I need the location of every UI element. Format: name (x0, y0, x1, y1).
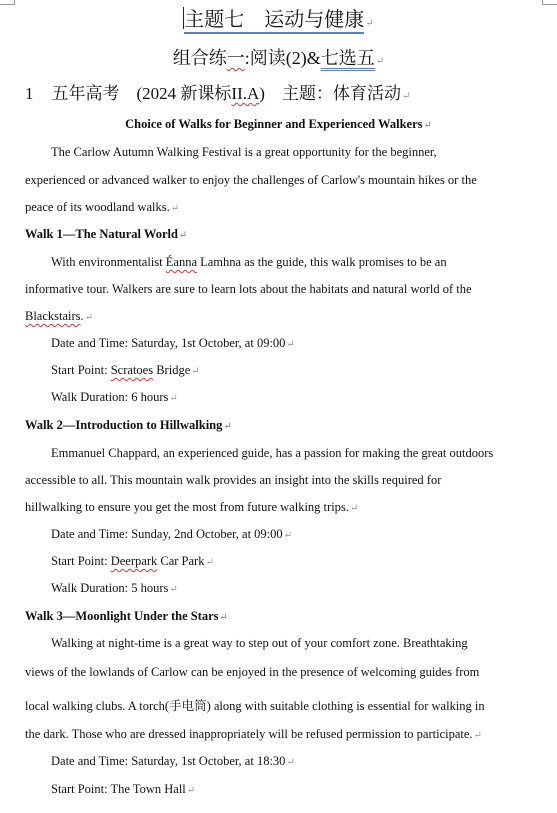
paragraph-mark: ↵ (286, 757, 295, 768)
subtitle-underlined: 一 (226, 48, 245, 68)
walk3-line-1: Walking at night-time is a great way to step out of your comfort zone. Breathtaking (51, 636, 468, 650)
paragraph-mark: ↵ (84, 312, 94, 323)
walk1-duration-text: Walk Duration: 6 hours (51, 390, 169, 404)
walk3-line4-text: the dark. Those who are dressed inappropriately will be refused permission to participate. (25, 727, 473, 741)
section-subtitle (0, 45, 557, 75)
walk1-line3-word: Blackstairs (25, 309, 81, 323)
walk1-start-word: Scratoes (110, 363, 154, 377)
walk2-line-3 (25, 500, 358, 515)
unit-title-text: 主题七 运动与健康 (184, 9, 364, 34)
subtitle-post: 七选五 (321, 48, 375, 71)
paragraph-mark: ↵ (473, 730, 482, 741)
paragraph-mark: ↵ (169, 393, 178, 404)
paragraph-mark: ↵ (191, 366, 200, 377)
walk1-start-post: Bridge (153, 363, 191, 377)
item-source-end: ) 主题：体育活动 (259, 84, 401, 103)
walk2-start-pre: Start Point: (51, 554, 111, 568)
walk3-heading-text: Walk 3—Moonlight Under the Stars (25, 609, 219, 623)
walk1-line3-end: . (80, 309, 84, 323)
walk2-date (51, 527, 292, 542)
walk3-line-3: local walking clubs. A torch(手电筒) along with suitable clothing is essential for walking in (25, 699, 485, 713)
walk1-line-3 (25, 309, 93, 324)
subtitle-pre: 组合练 (172, 48, 227, 68)
paragraph-mark: ↵ (186, 785, 196, 796)
item-heading (25, 82, 410, 109)
walk3-line-2: views of the lowlands of Carlow can be enjoyed in the presence of welcoming guides from (25, 665, 480, 679)
walk2-line3-text: hillwalking to ensure you get the most from future walking trips. (25, 500, 349, 514)
walk3-date-text: Date and Time: Saturday, 1st October, at 18:30 (51, 754, 286, 768)
walk2-start (51, 554, 214, 569)
paragraph-mark: ↵ (219, 612, 228, 623)
walk1-line1-name: Éanna (165, 255, 197, 269)
article-title (0, 117, 557, 132)
paragraph-mark: ↵ (401, 91, 411, 102)
intro-line-3 (25, 200, 179, 215)
walk1-line-2: informative tour. Walkers are sure to learn lots about the habitats and natural world of the (25, 282, 472, 296)
intro-line-2: experienced or advanced walker to enjoy the challenges of Carlow's mountain hikes or the (25, 173, 477, 187)
paragraph-mark: ↵ (375, 56, 385, 67)
walk1-date (51, 336, 295, 351)
walk1-line1-pre: With environmentalist (51, 255, 166, 269)
walk2-duration-text: Walk Duration: 5 hours (51, 581, 169, 595)
subtitle-mid: :阅读(2)& (244, 48, 321, 68)
paragraph-mark: ↵ (169, 584, 178, 595)
walk3-start-text: Start Point: The Town Hall (51, 782, 186, 796)
paragraph-mark: ↵ (365, 18, 374, 29)
walk2-line-2: accessible to all. This mountain walk provides an insight into the skills required for (25, 473, 442, 487)
paragraph-mark: ↵ (178, 230, 188, 241)
page-corner-mark-right (542, 0, 557, 5)
walk1-start (51, 363, 200, 378)
paragraph-mark: ↵ (170, 203, 180, 214)
walk2-line-1: Emmanuel Chappard, an experienced guide, has a passion for making the great outdoors (51, 446, 494, 460)
article-title-text: Choice of Walks for Beginner and Experienced Walkers (125, 117, 423, 131)
paragraph-mark: ↵ (283, 530, 293, 541)
paragraph-mark: ↵ (349, 503, 359, 514)
walk2-start-word: Deerpark (110, 554, 158, 568)
item-source: 五年高考 (2024 新课标 (51, 84, 232, 103)
walk1-line-1 (51, 255, 447, 270)
walk1-line1-post: Lamhna as the guide, this walk promises to be an (197, 255, 447, 269)
walk1-heading-text: Walk 1—The Natural World (25, 227, 178, 241)
item-source-code: II.A (231, 84, 260, 103)
walk2-date-text: Date and Time: Sunday, 2nd October, at 09:00 (51, 527, 283, 541)
walk3-heading (25, 609, 228, 624)
intro-line-1: The Carlow Autumn Walking Festival is a great opportunity for the beginner, (51, 145, 437, 159)
intro-line-3-text: peace of its woodland walks. (25, 200, 170, 214)
walk1-heading (25, 227, 187, 242)
paragraph-mark: ↵ (286, 339, 295, 350)
walk1-date-text: Date and Time: Saturday, 1st October, at 09:00 (51, 336, 286, 350)
walk2-duration (51, 581, 178, 596)
paragraph-mark: ↵ (223, 421, 232, 432)
walk3-start (51, 782, 195, 797)
item-number: 1 (25, 84, 34, 103)
walk2-heading (25, 418, 232, 433)
walk1-duration (51, 390, 178, 405)
walk2-heading-text: Walk 2—Introduction to Hillwalking (25, 418, 223, 432)
unit-title (0, 6, 557, 38)
walk3-date (51, 754, 295, 769)
walk1-start-pre: Start Point: (51, 363, 111, 377)
page-corner-mark-left (0, 0, 15, 5)
walk3-line-4 (25, 727, 482, 742)
walk2-start-post: Car Park (157, 554, 205, 568)
paragraph-mark: ↵ (205, 557, 214, 568)
paragraph-mark: ↵ (423, 120, 432, 131)
